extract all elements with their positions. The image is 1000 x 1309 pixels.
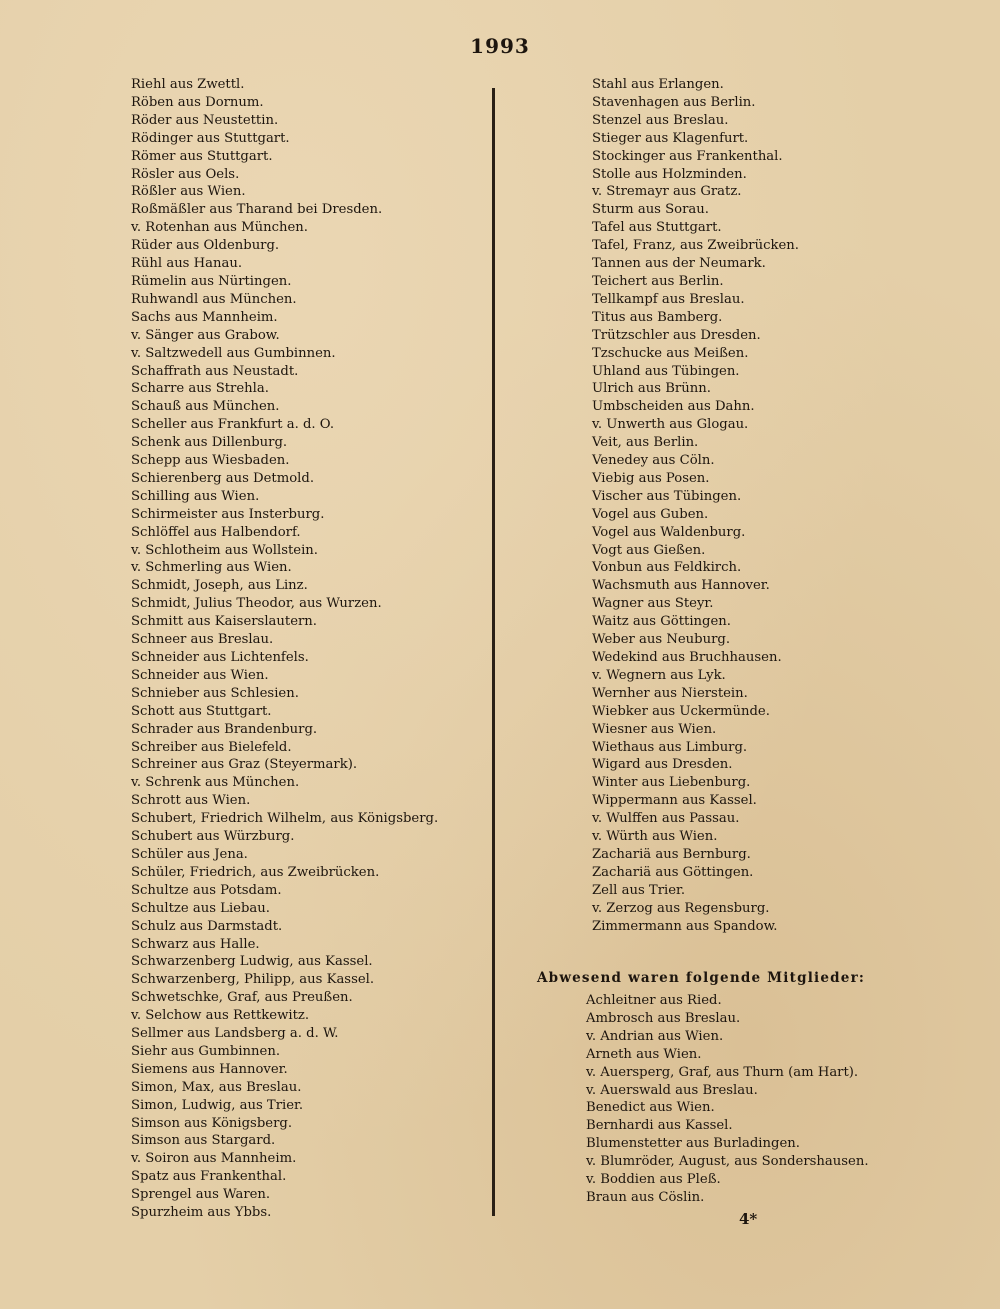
member-entry: v. Boddien aus Pleß. <box>586 1172 721 1188</box>
member-entry: Stolle aus Holzminden. <box>592 166 747 182</box>
member-entry: Vogel aus Waldenburg. <box>592 524 746 540</box>
member-entry: Stockinger aus Frankenthal. <box>592 148 783 164</box>
member-entry: Schauß aus München. <box>131 399 280 415</box>
member-entry: Schenk aus Dillenburg. <box>131 435 288 451</box>
member-entry: Stahl aus Erlangen. <box>592 77 724 92</box>
member-entry: Rößler aus Wien. <box>131 184 246 200</box>
absent-heading: Abwesend waren folgende Mitglieder: <box>537 970 866 986</box>
member-entry: Venedey aus Cöln. <box>592 453 715 469</box>
member-entry: v. Schrenk aus München. <box>131 775 300 791</box>
member-entry: Schmidt, Julius Theodor, aus Wurzen. <box>131 596 382 612</box>
member-entry: Sellmer aus Landsberg a. d. W. <box>131 1026 339 1042</box>
member-entry: Wernher aus Nierstein. <box>592 685 748 701</box>
member-entry: Veit, aus Berlin. <box>592 435 699 451</box>
member-entry: Simon, Max, aus Breslau. <box>131 1079 302 1095</box>
member-entry: Tafel, Franz, aus Zweibrücken. <box>592 238 799 254</box>
member-entry: Schrader aus Brandenburg. <box>131 721 318 737</box>
member-entry: Ambrosch aus Breslau. <box>586 1010 741 1026</box>
member-entry: v. Auerswald aus Breslau. <box>586 1082 758 1098</box>
member-list-left <box>131 76 438 1222</box>
member-entry: Braun aus Cöslin. <box>586 1189 705 1205</box>
member-entry: Roßmäßler aus Tharand bei Dresden. <box>131 202 383 218</box>
member-entry: Schepp aus Wiesbaden. <box>131 453 290 469</box>
member-entry: Schwarzenberg, Philipp, aus Kassel. <box>131 972 375 988</box>
member-entry: v. Saltzwedell aus Gumbinnen. <box>131 345 336 361</box>
member-entry: Wedekind aus Bruchhausen. <box>592 650 782 665</box>
member-entry: Wagner aus Steyr. <box>592 596 714 612</box>
member-entry: Scharre aus Strehla. <box>131 381 269 397</box>
member-entry: v. Sänger aus Grabow. <box>131 327 280 343</box>
member-entry: Schlöffel aus Halbendorf. <box>131 524 301 540</box>
member-entry: Riehl aus Zwettl. <box>131 77 245 92</box>
member-entry: Wiebker aus Uckermünde. <box>592 703 770 719</box>
member-entry: Ruhwandl aus München. <box>131 291 297 307</box>
member-entry: Zachariä aus Göttingen. <box>592 864 754 880</box>
member-entry: Titus aus Bamberg. <box>592 309 723 325</box>
member-entry: Schneider aus Lichtenfels. <box>131 650 309 665</box>
member-entry: Schultze aus Liebau. <box>131 900 270 916</box>
member-entry: Schneider aus Wien. <box>131 667 269 683</box>
member-entry: v. Schmerling aus Wien. <box>131 560 292 576</box>
member-entry: Spurzheim aus Ybbs. <box>131 1205 272 1221</box>
member-entry: Umbscheiden aus Dahn. <box>592 399 755 415</box>
absent-member-list <box>586 992 869 1207</box>
member-entry: Vogt aus Gießen. <box>592 542 706 558</box>
member-entry: Schreiner aus Graz (Steyermark). <box>131 757 358 773</box>
member-entry: Uhland aus Tübingen. <box>592 363 740 379</box>
member-entry: v. Stremayr aus Gratz. <box>592 184 742 200</box>
member-entry: Vischer aus Tübingen. <box>592 488 742 504</box>
member-entry: Schreiber aus Bielefeld. <box>131 739 292 755</box>
member-entry: Simon, Ludwig, aus Trier. <box>131 1097 304 1113</box>
member-entry: Schubert aus Würzburg. <box>131 829 295 845</box>
member-entry: Schneer aus Breslau. <box>131 632 274 648</box>
member-entry: Winter aus Liebenburg. <box>592 775 751 791</box>
member-entry: Bernhardi aus Kassel. <box>586 1118 733 1134</box>
member-entry: Sachs aus Mannheim. <box>131 309 278 325</box>
member-entry: Zell aus Trier. <box>592 882 686 898</box>
page-number: 1993 <box>470 34 530 58</box>
member-entry: Simson aus Königsberg. <box>131 1115 293 1131</box>
member-entry: Waitz aus Göttingen. <box>592 614 731 630</box>
member-entry: Ulrich aus Brünn. <box>592 381 711 397</box>
member-entry: Stavenhagen aus Berlin. <box>592 94 756 110</box>
member-entry: Schüler, Friedrich, aus Zweibrücken. <box>131 864 380 880</box>
member-entry: Schnieber aus Schlesien. <box>131 685 299 701</box>
member-entry: Zachariä aus Bernburg. <box>592 846 751 862</box>
member-entry: Weber aus Neuburg. <box>592 632 731 648</box>
member-entry: Schwarz aus Halle. <box>131 936 260 952</box>
member-entry: Wippermann aus Kassel. <box>592 793 757 809</box>
member-entry: Rüder aus Oldenburg. <box>131 238 280 254</box>
member-entry: Schrott aus Wien. <box>131 793 251 809</box>
column-divider <box>492 88 495 1216</box>
member-entry: Schulz aus Darmstadt. <box>131 918 283 934</box>
member-entry: Tzschucke aus Meißen. <box>592 345 749 361</box>
member-entry: Trützschler aus Dresden. <box>592 327 761 343</box>
member-entry: Schultze aus Potsdam. <box>131 882 282 898</box>
member-entry: Vonbun aus Feldkirch. <box>592 560 742 576</box>
member-entry: v. Soiron aus Mannheim. <box>131 1151 297 1167</box>
member-entry: Wachsmuth aus Hannover. <box>592 578 770 594</box>
member-entry: v. Wulffen aus Passau. <box>592 811 740 827</box>
member-entry: Schwetschke, Graf, aus Preußen. <box>131 990 353 1006</box>
member-entry: v. Würth aus Wien. <box>592 829 718 845</box>
member-entry: Tafel aus Stuttgart. <box>592 220 722 236</box>
member-entry: Viebig aus Posen. <box>592 470 710 486</box>
member-list-right <box>592 76 799 936</box>
member-entry: Röder aus Neustettin. <box>131 112 279 128</box>
member-entry: Schaffrath aus Neustadt. <box>131 363 299 379</box>
member-entry: Blumenstetter aus Burladingen. <box>586 1136 800 1152</box>
member-entry: Röben aus Dornum. <box>131 94 264 110</box>
member-entry: Zimmermann aus Spandow. <box>592 918 778 934</box>
member-entry: Schubert, Friedrich Wilhelm, aus Königsberg. <box>131 811 439 827</box>
member-entry: v. Wegnern aus Lyk. <box>592 667 726 683</box>
member-entry: Spatz aus Frankenthal. <box>131 1169 287 1185</box>
member-entry: Schilling aus Wien. <box>131 488 260 504</box>
member-entry: Römer aus Stuttgart. <box>131 148 273 164</box>
member-entry: Rösler aus Oels. <box>131 166 240 182</box>
member-entry: Rühl aus Hanau. <box>131 256 243 272</box>
member-entry: Wiethaus aus Limburg. <box>592 739 748 755</box>
member-entry: Sprengel aus Waren. <box>131 1187 271 1203</box>
member-entry: Schmitt aus Kaiserslautern. <box>131 614 317 630</box>
member-entry: v. Rotenhan aus München. <box>131 220 308 236</box>
member-entry: Schierenberg aus Detmold. <box>131 470 315 486</box>
member-entry: Stenzel aus Breslau. <box>592 112 729 128</box>
member-entry: Siemens aus Hannover. <box>131 1061 288 1077</box>
member-entry: v. Blumröder, August, aus Sondershausen. <box>586 1154 869 1170</box>
member-entry: Achleitner aus Ried. <box>586 993 722 1008</box>
member-entry: Stieger aus Klagenfurt. <box>592 130 749 146</box>
member-entry: Rümelin aus Nürtingen. <box>131 273 292 289</box>
member-entry: Schwarzenberg Ludwig, aus Kassel. <box>131 954 373 970</box>
member-entry: v. Zerzog aus Regensburg. <box>592 900 770 916</box>
member-entry: Benedict aus Wien. <box>586 1100 715 1116</box>
signature-mark: 4* <box>739 1210 758 1228</box>
member-entry: Siehr aus Gumbinnen. <box>131 1043 281 1059</box>
member-entry: Sturm aus Sorau. <box>592 202 709 218</box>
member-entry: Schmidt, Joseph, aus Linz. <box>131 578 308 594</box>
member-entry: v. Auersperg, Graf, aus Thurn (am Hart). <box>586 1064 859 1080</box>
member-entry: Rödinger aus Stuttgart. <box>131 130 290 146</box>
member-entry: Wiesner aus Wien. <box>592 721 717 737</box>
member-entry: Schüler aus Jena. <box>131 846 248 862</box>
member-entry: v. Andrian aus Wien. <box>586 1028 724 1044</box>
member-entry: v. Selchow aus Rettkewitz. <box>131 1008 310 1024</box>
member-entry: Vogel aus Guben. <box>592 506 709 522</box>
member-entry: Teichert aus Berlin. <box>592 273 724 289</box>
member-entry: Scheller aus Frankfurt a. d. O. <box>131 417 335 433</box>
member-entry: Arneth aus Wien. <box>586 1046 702 1062</box>
member-entry: v. Schlotheim aus Wollstein. <box>131 542 318 558</box>
member-entry: Tellkampf aus Breslau. <box>592 291 745 307</box>
member-entry: Simson aus Stargard. <box>131 1133 276 1149</box>
member-entry: Wigard aus Dresden. <box>592 757 733 773</box>
member-entry: Schott aus Stuttgart. <box>131 703 272 719</box>
member-entry: v. Unwerth aus Glogau. <box>592 417 749 433</box>
member-entry: Tannen aus der Neumark. <box>592 256 766 272</box>
member-entry: Schirmeister aus Insterburg. <box>131 506 325 522</box>
